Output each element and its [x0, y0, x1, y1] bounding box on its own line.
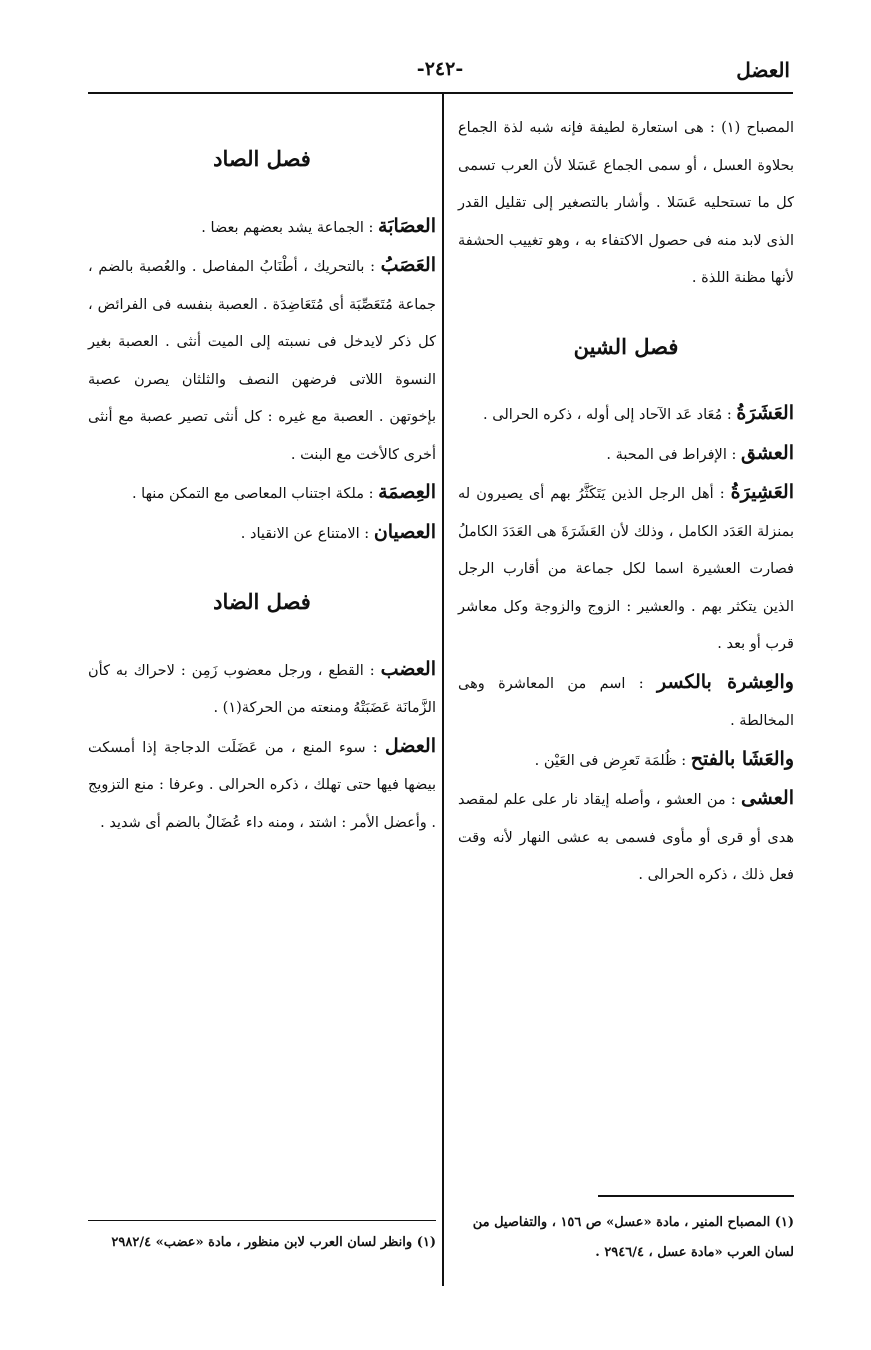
entry-isma	[88, 474, 436, 514]
entry-ashira	[458, 474, 794, 664]
entry-text: : القطع ، ورجل معضوب زَمِن : لاحراك به كأن الزَّمانَة عَضَبَتْهُ ومنعته من الحركة(١) .	[88, 662, 436, 716]
entry-asha	[458, 741, 794, 781]
entry-term: العِصمَة	[378, 481, 436, 503]
section-heading-dad: فصل الضاد	[213, 589, 311, 614]
entry-term: العشق	[740, 441, 794, 464]
entry-term: والعِشرة بالكسر	[657, 670, 794, 693]
entry-term: العضب	[380, 657, 436, 680]
entry-text: : أهل الرجل الذين يَتَكَثَّرُ بهم أى يصيرون له بمنزلة العَدَد الكامل ، وذلك لأن العَشَرَةَ هى العَدَدَ الكاملُ فصارت العشيرة اسما لكل جماعة من أقارب الرجل الذين يتكثر بهم . والعشير : الزوج والزوجة وكل معاشر قرب أو بعد .	[458, 486, 794, 652]
footnote-left	[88, 1228, 436, 1258]
entry-adb	[88, 651, 436, 728]
entry-term: العضل	[384, 734, 436, 757]
entry-term: العصيان	[373, 520, 436, 543]
entry-ishra	[458, 664, 794, 741]
entry-text: : من العشو ، وأصله إيقاد نار على علم لمقصد هدى أو قرى أو مأوى فسمى به عشى النهار لأنه وقت فعل ذلك ، ذكره الحرالى .	[458, 792, 794, 883]
entry-text: : مُعَاد عَد الآحاد إلى أوله ، ذكره الحرالى .	[483, 407, 737, 423]
footnote-text: (١) وانظر لسان العرب لابن منظور ، مادة «عضب» ٢٩٨٢/٤	[111, 1235, 436, 1250]
entry-text: : الجماعة يشد بعضهم بعضا .	[201, 219, 379, 236]
entry-adl	[88, 728, 436, 843]
entry-text: : ملكة اجتناب المعاصى مع التمكن منها .	[131, 486, 379, 502]
entry-text: : الإفراط فى المحبة .	[606, 446, 741, 463]
section-heading-sheen: فصل الشين	[573, 333, 679, 359]
entry-ashara	[458, 395, 794, 435]
section-heading-sad: فصل الصاد	[213, 146, 311, 171]
footnote-divider-right	[598, 1195, 794, 1197]
footnote-divider-left	[88, 1220, 436, 1221]
entry-term: العشى	[740, 787, 794, 809]
entry-ishq	[458, 435, 794, 475]
entry-term: العَصَبُ	[380, 254, 436, 276]
running-header-title: العضل	[736, 58, 790, 82]
entry-term: العَشِيرَةُ	[730, 481, 794, 503]
entry-asab	[88, 247, 436, 474]
entry-term: العَشَرَةُ	[736, 402, 794, 424]
footnote-text: (١) المصباح المنير ، مادة «عسل» ص ١٥٦ ، والتفاصيل من لسان العرب «مادة عسل ، ٢٩٤٦/٤ .	[472, 1215, 794, 1260]
page-number: -٢٤٢-	[416, 58, 464, 80]
entry-text: : سوء المنع ، من عَضَلَت الدجاجة إذا أمسكت بيضها فيها حتى تهلك ، ذكره الحرالى . وعرفا : منع التزويج . وأعضل الأمر : اشتد ، ومنه داء عُضَالٌ بالضم أى شديد .	[88, 739, 436, 831]
entry-text: : ظُلمَة تَعرِض فى العَيْن .	[534, 752, 691, 769]
entry-term: والعَشَا بالفتح	[690, 747, 794, 770]
left-column	[88, 110, 436, 842]
header-divider	[88, 92, 793, 94]
entry-isaba	[88, 208, 436, 248]
entry-text: : الامتناع عن الانقياد .	[240, 525, 374, 542]
footnote-right	[458, 1208, 794, 1268]
entry-isyan	[88, 514, 436, 554]
entry-term: العصَابَة	[378, 214, 436, 237]
column-divider	[442, 94, 444, 1286]
entry-text: : بالتحريك ، أطْنَابُ المفاصل . والعُصبة بالضم ، جماعة مُتَعَصِّبَة أى مُتَعَاضِدَة . العصبة بنفسه فى الفرائض ، كل ذكر لايدخل فى نسبته إلى الميت أنثى . العصبة بغير النسوة اللاتى فرضهن النصف والثلثان يصرن عصبة بإخوتهن . العصبة مع غيره : كل أنثى تصير عصبة مع أنثى أخرى كالأخت مع البنت .	[88, 259, 436, 463]
entry-ashi	[458, 780, 794, 895]
intro-paragraph: المصباح (١) : هى استعارة لطيفة فإنه شبه لذة الجماع بحلاوة العسل ، أو سمى الجماع عَسَلا لأن العرب تسمى كل ما تستحليه عَسَلا . وأشار بالتصغير إلى تقليل القدر الذى لابد منه فى حصول الاكتفاء به ، وهو تغييب الحشفة لأنها مظنة اللذة .	[458, 120, 794, 286]
entry-text: : اسم من المعاشرة وهى المخالطة .	[458, 675, 794, 729]
right-column	[458, 110, 794, 895]
